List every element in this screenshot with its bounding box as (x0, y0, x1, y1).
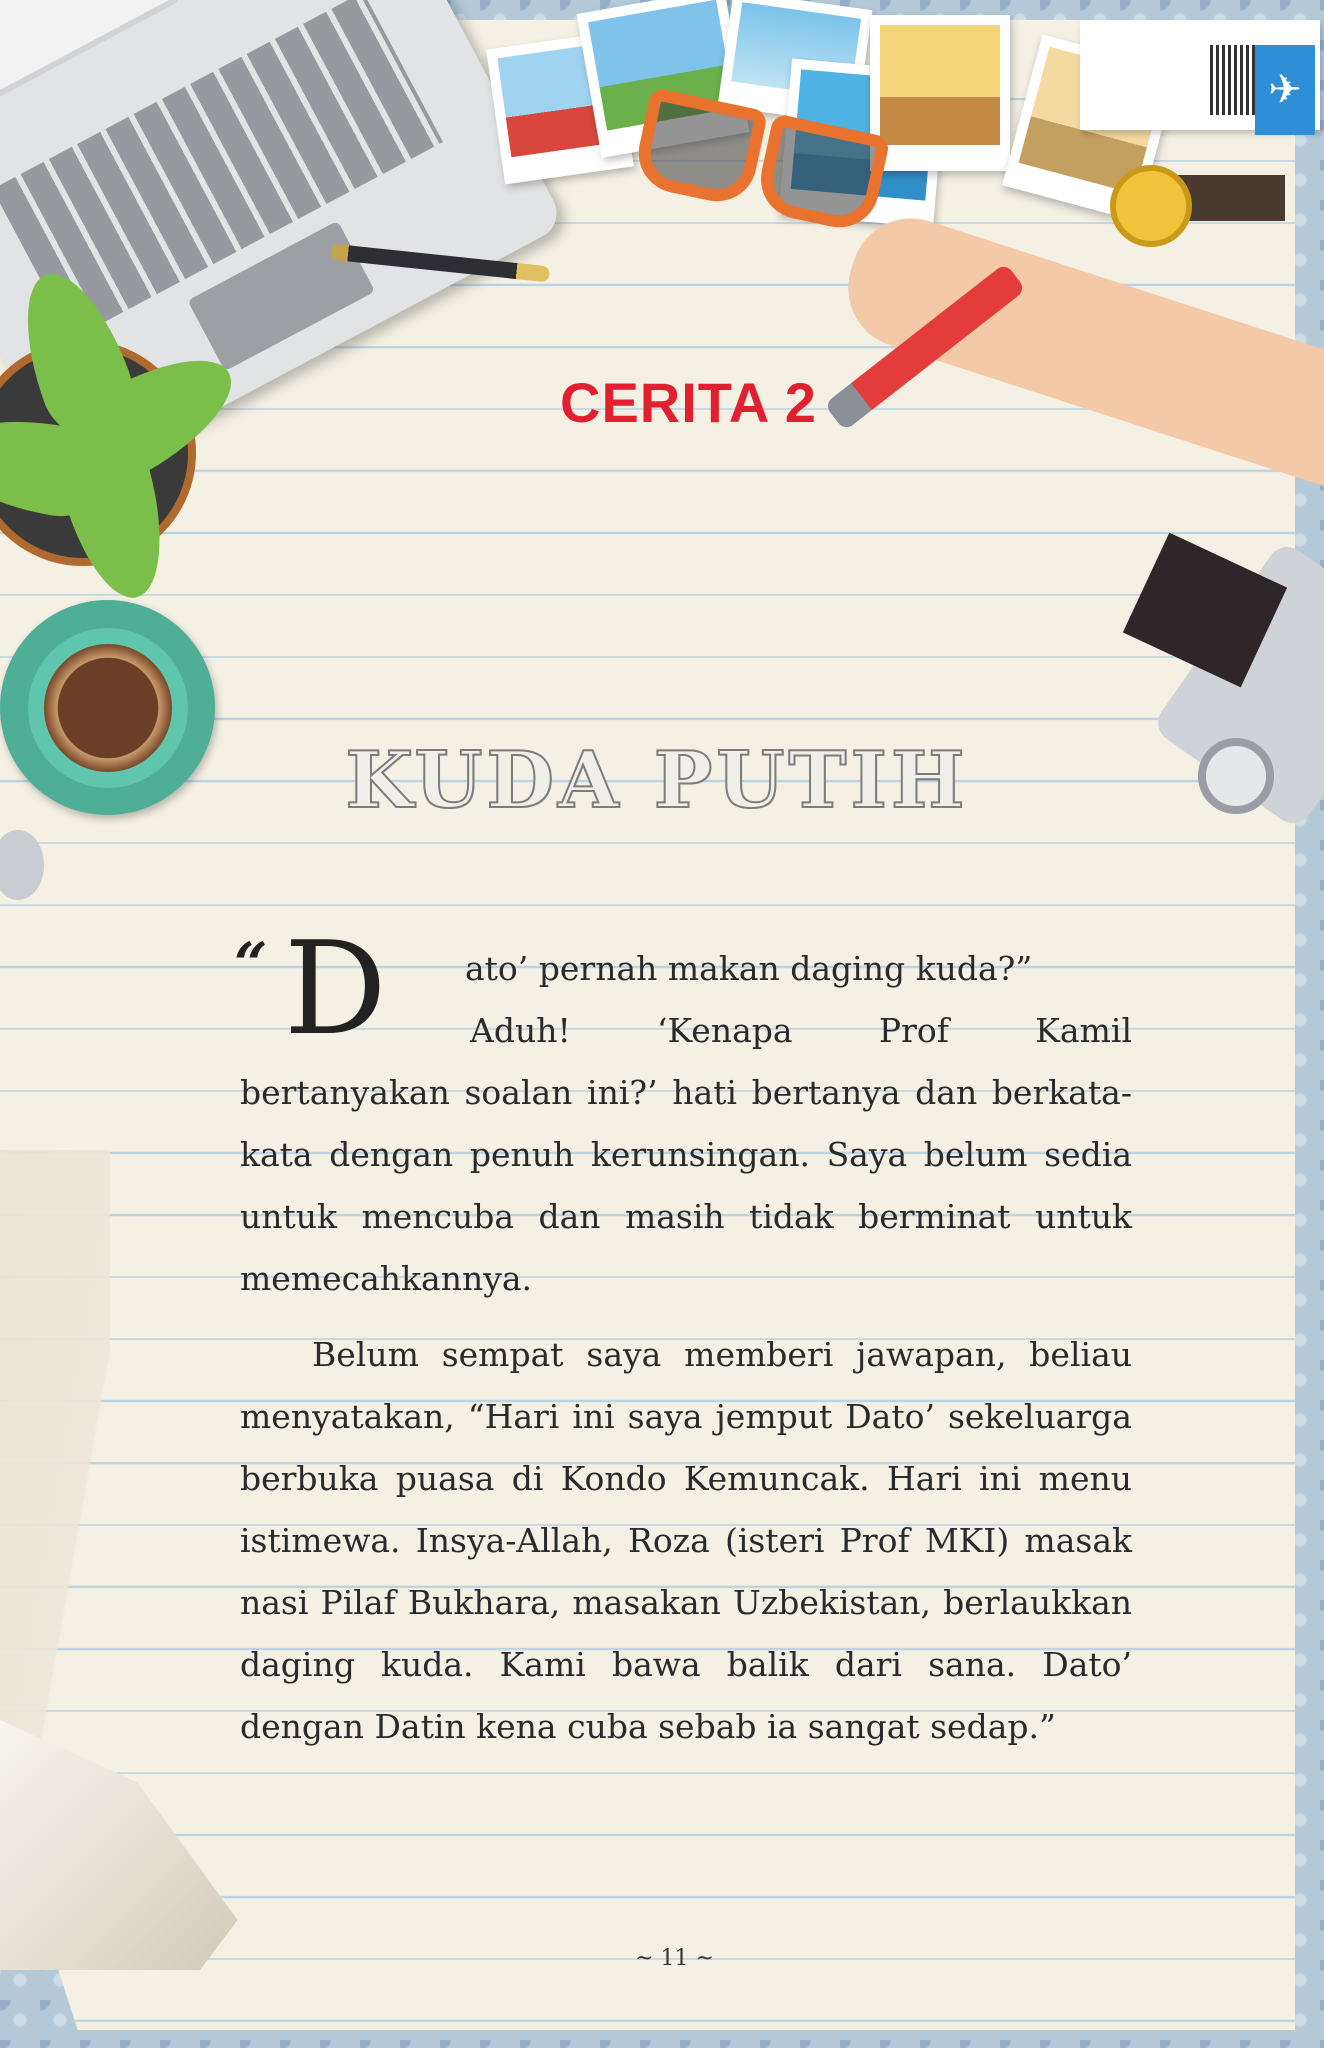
dropcap-letter: D (284, 915, 387, 1064)
story-body (234, 915, 1132, 1758)
airplane-icon: ✈ (1255, 45, 1315, 135)
paragraph-1-line-1: ato’ pernah makan daging kuda?” (465, 949, 1033, 988)
paragraph-1 (234, 915, 1132, 1309)
travel-photo-moai (870, 15, 1010, 171)
paragraph-1-line-2: Aduh! ‘Kenapa Prof Kamil (470, 1010, 1132, 1050)
chapter-label: CERITA 2 (560, 371, 817, 434)
story-title: KUDA PUTIH (345, 735, 969, 826)
paragraph-1-rest: bertanyakan soalan ini?’ hati bertanya dan berkata-kata dengan penuh kerunsingan. Saya belum sedia untuk mencuba dan masih tidak berminat untuk memecahkannya. (240, 1072, 1132, 1298)
wristwatch-illustration (1110, 165, 1192, 247)
paragraph-2: Belum sempat saya memberi jawapan, beliau menyatakan, “Hari ini saya jemput Dato’ sekeluarga berbuka puasa di Kondo Kemuncak. Hari ini menu istimewa. Insya-Allah, Roza (isteri Prof MKI) masak nasi Pilaf Bukhara, masakan Uzbekistan, berlaukkan daging kuda. Kami bawa balik dari sana. Dato’ dengan Datin kena cuba sebab ia sangat sedap.” (240, 1335, 1132, 1746)
dropcap-quote: “ (234, 930, 268, 998)
page-number: ~ 11 ~ (635, 1946, 714, 1971)
